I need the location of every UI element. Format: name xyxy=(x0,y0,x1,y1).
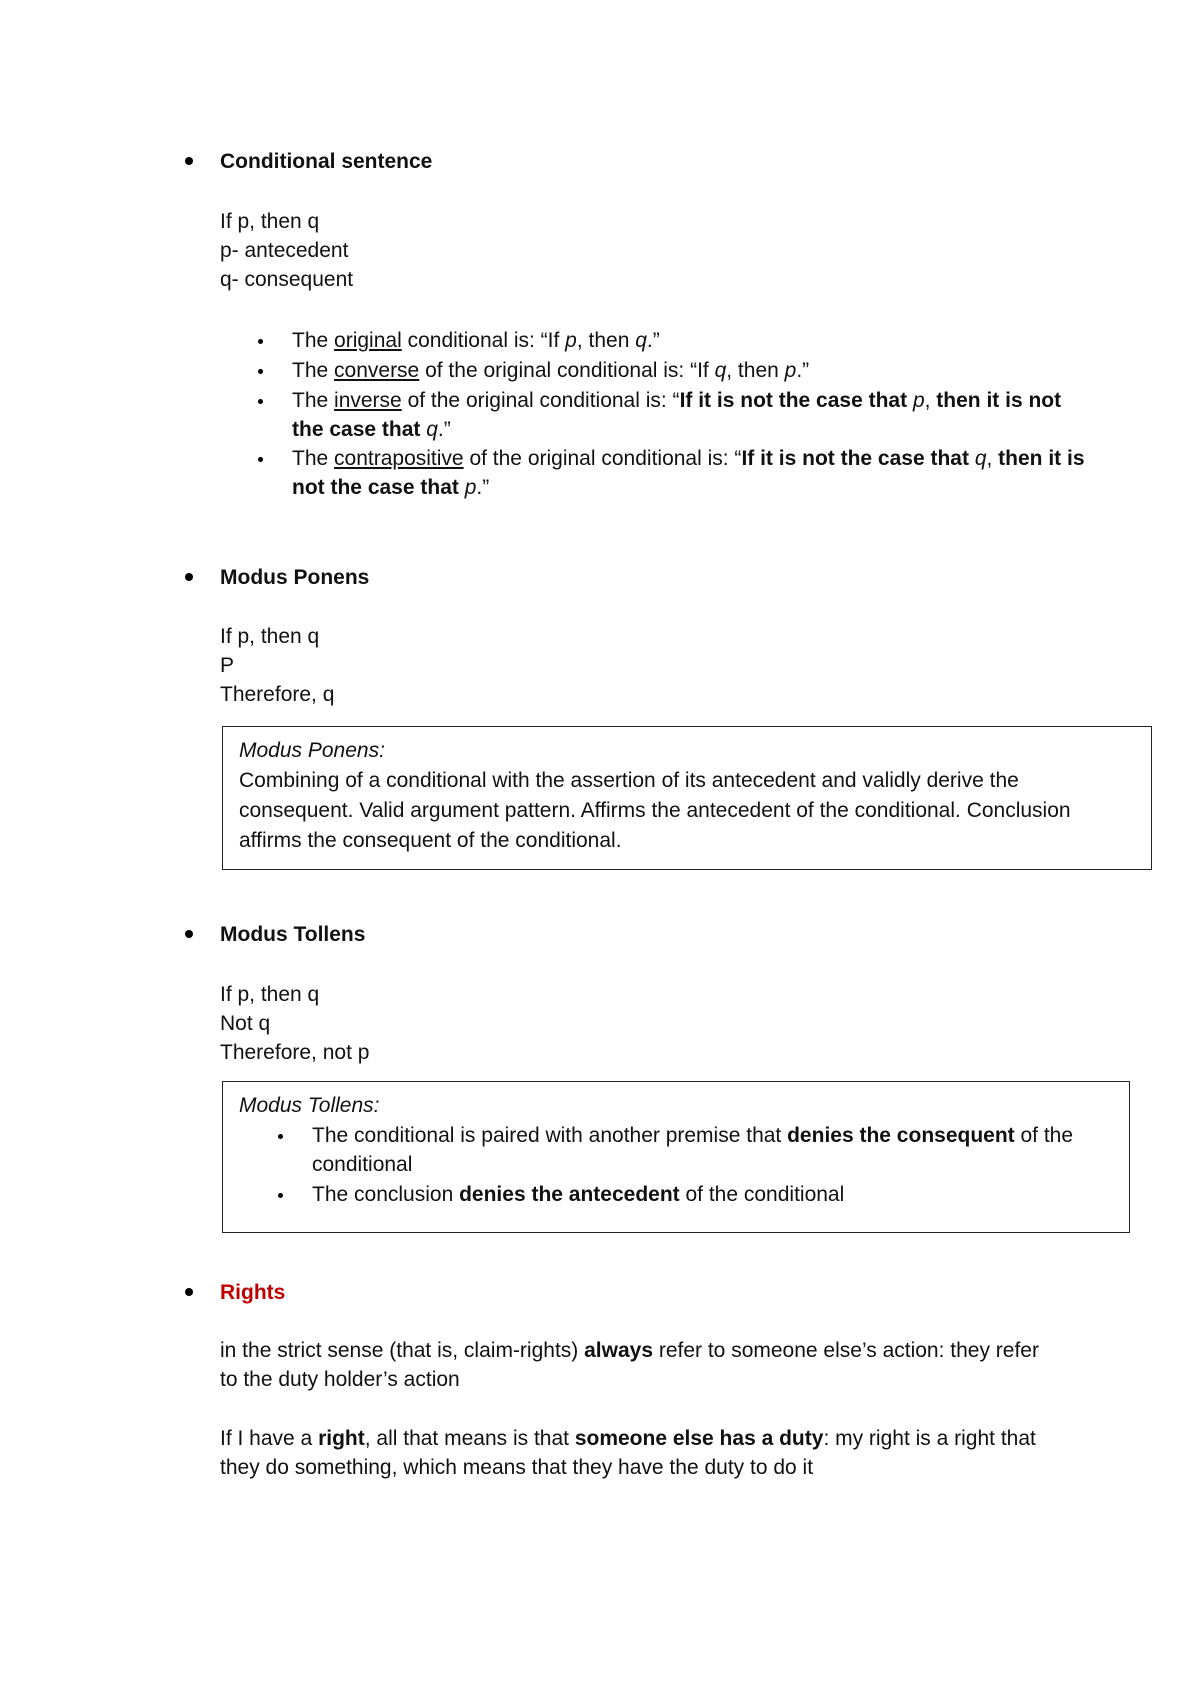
modus-tollens-box-item: The conditional is paired with another premise that denies the consequent of the conditional xyxy=(312,1124,1074,1176)
conditional-line: If p, then q xyxy=(220,210,320,233)
modus-ponens-line: P xyxy=(220,654,235,677)
conditional-item-original: The original conditional is: “If p, then q.” xyxy=(292,329,660,352)
modus-tollens-box-item: The conclusion denies the antecedent of the conditional xyxy=(312,1183,845,1206)
small-bullet-icon xyxy=(258,399,263,404)
modus-ponens-heading: Modus Ponens xyxy=(220,566,370,589)
bullet-icon xyxy=(185,1288,193,1296)
modus-tollens-box xyxy=(222,1081,1130,1233)
modus-ponens-line: If p, then q xyxy=(220,625,320,648)
modus-tollens-line: Not q xyxy=(220,1012,271,1035)
conditional-line: q- consequent xyxy=(220,268,354,291)
bullet-icon xyxy=(185,573,193,581)
small-bullet-icon xyxy=(258,369,263,374)
modus-ponens-box xyxy=(222,726,1152,870)
modus-tollens-heading: Modus Tollens xyxy=(220,923,366,946)
rights-paragraph-2: If I have a right, all that means is that someone else has a duty: my right is a right that they do something, which means that they have the duty to do it xyxy=(220,1427,1036,1479)
rights-paragraph-1: in the strict sense (that is, claim-rights) always refer to someone else’s action: they refer to the duty holder’s action xyxy=(220,1339,1039,1391)
bullet-icon xyxy=(185,930,193,938)
conditional-item-inverse: The inverse of the original conditional is: “If it is not the case that p, then it is not the case that q.” xyxy=(292,389,1062,441)
conditional-item-contrapositive: The contrapositive of the original conditional is: “If it is not the case that q, then it is not the case that p.” xyxy=(292,447,1085,499)
modus-tollens-line: If p, then q xyxy=(220,983,320,1006)
modus-tollens-line: Therefore, not p xyxy=(220,1041,370,1064)
modus-ponens-box-title: Modus Ponens: xyxy=(239,739,385,762)
modus-ponens-line: Therefore, q xyxy=(220,683,335,706)
small-bullet-icon xyxy=(278,1193,283,1198)
small-bullet-icon xyxy=(278,1134,283,1139)
modus-tollens-box-title: Modus Tollens: xyxy=(239,1094,380,1117)
conditional-line: p- antecedent xyxy=(220,239,349,262)
conditional-heading: Conditional sentence xyxy=(220,150,433,173)
small-bullet-icon xyxy=(258,457,263,462)
small-bullet-icon xyxy=(258,339,263,344)
bullet-icon xyxy=(185,157,193,165)
modus-ponens-box-text: Combining of a conditional with the assertion of its antecedent and validly derive the consequent. Valid argument pattern. Affirms the antecedent of the conditional. Conclusion affirms the consequent of the conditional. xyxy=(239,769,1071,852)
conditional-item-converse: The converse of the original conditional is: “If q, then p.” xyxy=(292,359,810,382)
rights-heading: Rights xyxy=(220,1281,286,1304)
